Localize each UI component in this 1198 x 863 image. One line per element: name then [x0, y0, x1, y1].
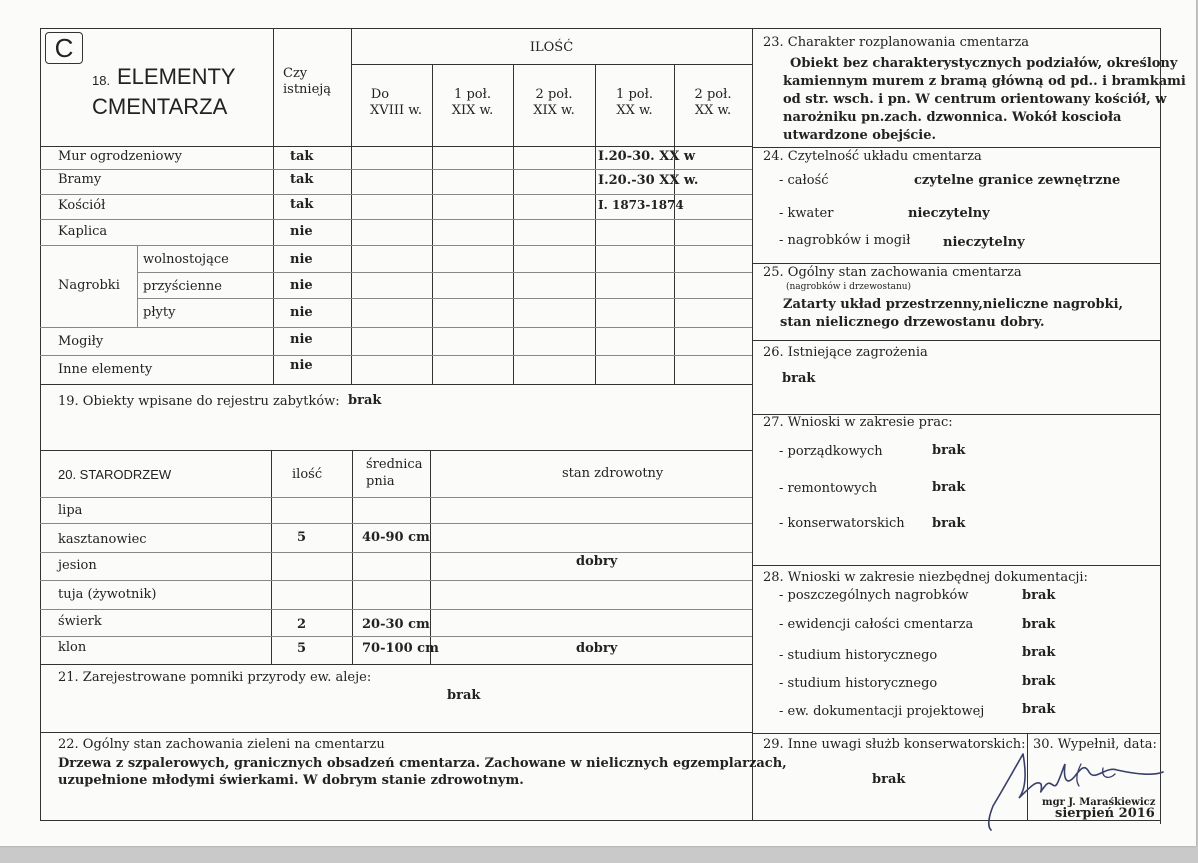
nature-monuments-label: 21. Zarejestrowane pomniki przyrody ew. aleje: — [58, 670, 372, 685]
element-label: Kościół — [58, 198, 106, 213]
tree-name: świerk — [58, 614, 102, 629]
element-label: wolnostojące — [143, 252, 229, 267]
doc-item-label: - studium historycznego — [779, 648, 938, 663]
element-date-note: I.20.-30 XX w. — [598, 173, 699, 188]
condition-label: 25. Ogólny stan zachowania cmentarza — [763, 265, 1022, 280]
greenery-line2: uzupełnione młodymi świerkami. W dobrym stanie zdrowotnym. — [58, 773, 524, 788]
greenery-line1: Drzewa z szpalerowych, granicznych obsadzeń cmentarza. Zachowane w nielicznych egzemplarzach, — [58, 756, 787, 771]
threats-value: brak — [782, 371, 816, 386]
filled-by-name: mgr J. Maraśkiewicz — [1042, 797, 1156, 808]
tree-diameter: 40-90 cm — [362, 530, 430, 545]
layout-char-label: 23. Charakter rozplanowania cmentarza — [763, 35, 1030, 50]
element-label: przyścienne — [143, 279, 222, 294]
element-exists: nie — [290, 224, 313, 239]
element-date-note: I.20-30. XX w — [598, 149, 696, 164]
tree-diameter: 70-100 cm — [362, 641, 439, 656]
exists-header-line2: istnieją — [283, 82, 332, 97]
doc-conclusions-label: 28. Wnioski w zakresie niezbędnej dokumentacji: — [763, 570, 1088, 585]
element-label: płyty — [143, 305, 176, 320]
period-3-l2: XIX w. — [533, 103, 575, 118]
tree-name: klon — [58, 640, 87, 655]
element-date-note: I. 1873-1874 — [598, 198, 684, 212]
layout-char-line: Obiekt bez charakterystycznych podziałów, określony — [790, 56, 1178, 71]
elements-title-line2: CMENTARZA — [92, 94, 228, 119]
trees-col-count: ilość — [292, 467, 323, 482]
element-label: Kaplica — [58, 224, 108, 239]
filled-by-label: 30. Wypełnił, data: — [1033, 737, 1157, 752]
registry-label: 19. Obiekty wpisane do rejestru zabytków: — [58, 394, 340, 409]
readability-item-value: nieczytelny — [943, 235, 1025, 250]
period-2-l1: 1 poł. — [454, 87, 491, 102]
tree-name: jesion — [58, 558, 97, 573]
tree-count: 5 — [297, 641, 307, 656]
elements-number: 18. — [92, 73, 111, 88]
doc-item-value: brak — [1022, 674, 1056, 689]
period-5-l1: 2 poł. — [694, 87, 732, 102]
doc-item-value: brak — [1022, 588, 1056, 603]
work-item-label: - konserwatorskich — [779, 516, 905, 531]
work-item-value: brak — [932, 480, 966, 495]
threats-label: 26. Istniejące zagrożenia — [763, 345, 928, 360]
period-5-l2: XX w. — [694, 103, 732, 118]
tombs-group-label: Nagrobki — [58, 278, 120, 293]
layout-char-line: utwardzone obejście. — [783, 128, 937, 143]
exists-header-line1: Czy — [283, 66, 308, 81]
doc-item-value: brak — [1022, 617, 1056, 632]
work-item-label: - remontowych — [779, 481, 878, 496]
condition-line2: stan nielicznego drzewostanu dobry. — [780, 315, 1045, 330]
remarks-label: 29. Inne uwagi służb konserwatorskich: — [763, 737, 1026, 752]
tree-name: lipa — [58, 503, 83, 518]
tree-count: 2 — [297, 617, 307, 632]
tree-name: tuja (żywotnik) — [58, 587, 157, 602]
element-label: Bramy — [58, 172, 102, 187]
period-3-l1: 2 poł. — [535, 87, 573, 102]
filled-by-date: sierpień 2016 — [1055, 806, 1155, 821]
readability-item-value: czytelne granice zewnętrzne — [914, 173, 1121, 188]
element-exists: nie — [290, 252, 313, 267]
doc-item-value: brak — [1022, 645, 1056, 660]
doc-item-value: brak — [1022, 702, 1056, 717]
period-1-l2: XVIII w. — [370, 103, 422, 118]
nature-monuments-value: brak — [447, 688, 481, 703]
period-1-l1: Do — [370, 87, 390, 102]
layout-char-line: kamiennym murem z bramą główną od pd.. i bramkami — [783, 74, 1186, 89]
element-exists: tak — [290, 149, 314, 164]
element-exists: tak — [290, 197, 314, 212]
trees-col-health: stan zdrowotny — [562, 466, 664, 481]
readability-label: 24. Czytelność układu cmentarza — [763, 149, 982, 164]
work-item-label: - porządkowych — [779, 444, 883, 459]
element-exists: nie — [290, 278, 313, 293]
trees-col-diameter-l1: średnica — [366, 457, 423, 472]
readability-item-label: - kwater — [779, 206, 834, 221]
section-letter-box — [45, 32, 83, 64]
period-4-l1: 1 poł. — [616, 87, 653, 102]
element-exists: nie — [290, 358, 313, 373]
element-label: Inne elementy — [58, 362, 153, 377]
doc-item-label: - studium historycznego — [779, 676, 938, 691]
doc-item-label: - ewidencji całości cmentarza — [779, 617, 974, 632]
period-4-l2: XX w. — [616, 103, 653, 118]
doc-item-label: - ew. dokumentacji projektowej — [779, 704, 985, 719]
layout-char-line: narożniku pn.zach. dzwonnica. Wokół koscioła — [783, 110, 1122, 125]
quantity-header: ILOŚĆ — [529, 40, 574, 55]
registry-value: brak — [348, 393, 382, 408]
element-label: Mogiły — [58, 334, 104, 349]
tree-name: kasztanowiec — [58, 532, 147, 547]
work-item-value: brak — [932, 443, 966, 458]
doc-item-label: - poszczególnych nagrobków — [779, 588, 969, 603]
remarks-value: brak — [872, 772, 906, 787]
element-label: Mur ogrodzeniowy — [58, 149, 182, 164]
readability-item-value: nieczytelny — [908, 206, 990, 221]
trees-col-diameter-l2: pnia — [366, 474, 395, 489]
condition-sub: (nagrobków i drzewostanu) — [786, 282, 912, 292]
element-exists: tak — [290, 172, 314, 187]
tree-count: 5 — [297, 530, 307, 545]
condition-line1: Zatarty układ przestrzenny,nieliczne nagrobki, — [783, 297, 1124, 312]
old-trees-header: 20. STARODRZEW — [58, 467, 172, 482]
element-exists: nie — [290, 305, 313, 320]
layout-char-line: od str. wsch. i pn. W centrum orientowany kościół, w — [783, 92, 1167, 107]
tree-health: dobry — [576, 554, 618, 569]
tree-diameter: 20-30 cm — [362, 617, 430, 632]
work-item-value: brak — [932, 516, 966, 531]
element-exists: nie — [290, 332, 313, 347]
readability-item-label: - całość — [779, 173, 829, 188]
section-letter: C — [54, 33, 74, 63]
work-conclusions-label: 27. Wnioski w zakresie prac: — [763, 415, 953, 430]
elements-title-line1: ELEMENTY — [117, 64, 236, 89]
period-2-l2: XIX w. — [451, 103, 494, 118]
tree-health: dobry — [576, 641, 618, 656]
greenery-label: 22. Ogólny stan zachowania zieleni na cmentarzu — [58, 737, 385, 752]
readability-item-label: - nagrobków i mogił — [779, 233, 911, 248]
